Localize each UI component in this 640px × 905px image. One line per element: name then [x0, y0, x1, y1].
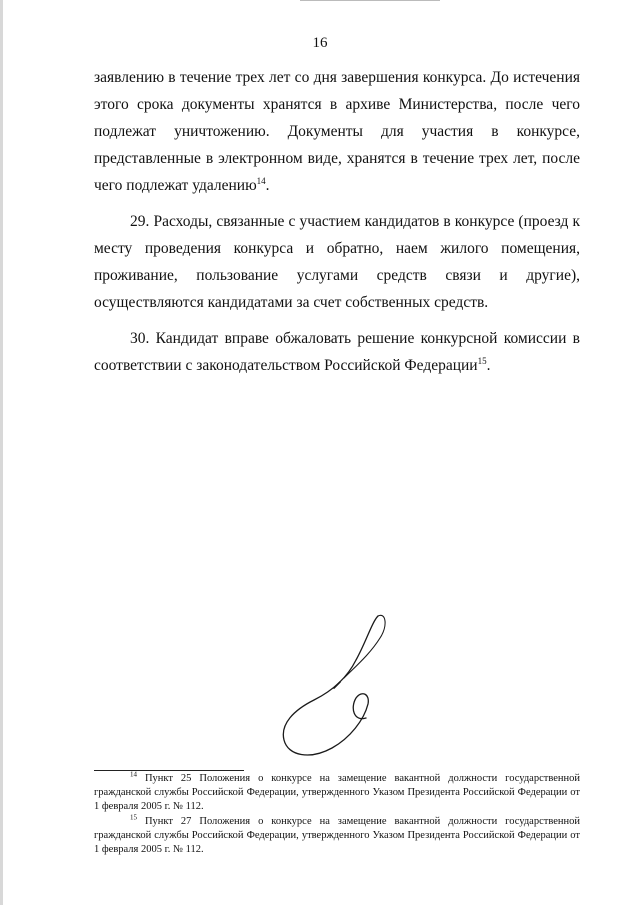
paragraph-continuation — [94, 64, 580, 199]
page-number: 16 — [312, 35, 328, 51]
footnote-text: Пункт 25 Положения о конкурсе на замещение вакантной должности государственной гражданской службы Российской Федерации, утвержденного Указом Президента Российской Федерации от 1 февраля 2005 г. № 112. — [94, 773, 580, 813]
footnote-divider — [94, 770, 244, 771]
signature-icon — [270, 612, 410, 762]
footnote-number: 15 — [130, 813, 137, 822]
scan-edge — [0, 0, 3, 905]
top-rule — [300, 0, 440, 1]
paragraph-end: . — [265, 177, 270, 194]
paragraph-text: 30. Кандидат вправе обжаловать решение конкурсной комиссии в соответствии с законодательством Российской Федерации — [94, 330, 580, 374]
footnote-14 — [94, 772, 580, 815]
paragraph-text: заявлению в течение трех лет со дня завершения конкурса. До истечения этого срока документы хранятся в архиве Министерства, после чего подлежат уничтожению. Документы для участия в конкурсе, представленные в электронном виде, хранятся в течение трех лет, после чего подлежат удалению — [94, 69, 580, 194]
paragraph-29: 29. Расходы, связанные с участием кандидатов в конкурсе (проезд к месту проведения конкурса и обратно, наем жилого помещения, проживание, пользование услугами средств связи и другие), осуществляются кандидатами за счет собственных средств. — [94, 213, 580, 311]
body-text — [94, 64, 580, 379]
paragraph-end: . — [486, 357, 491, 374]
footnote-15 — [94, 815, 580, 858]
footnote-text: Пункт 27 Положения о конкурсе на замещение вакантной должности государственной гражданской службы Российской Федерации, утвержденного Указом Президента Российской Федерации от 1 февраля 2005 г. № 112. — [94, 815, 580, 856]
footnote-number: 14 — [130, 770, 137, 779]
footnote-ref: 14 — [256, 175, 266, 186]
paragraph-30 — [94, 325, 580, 379]
footnotes — [94, 772, 580, 857]
footnote-ref: 15 — [477, 355, 487, 366]
